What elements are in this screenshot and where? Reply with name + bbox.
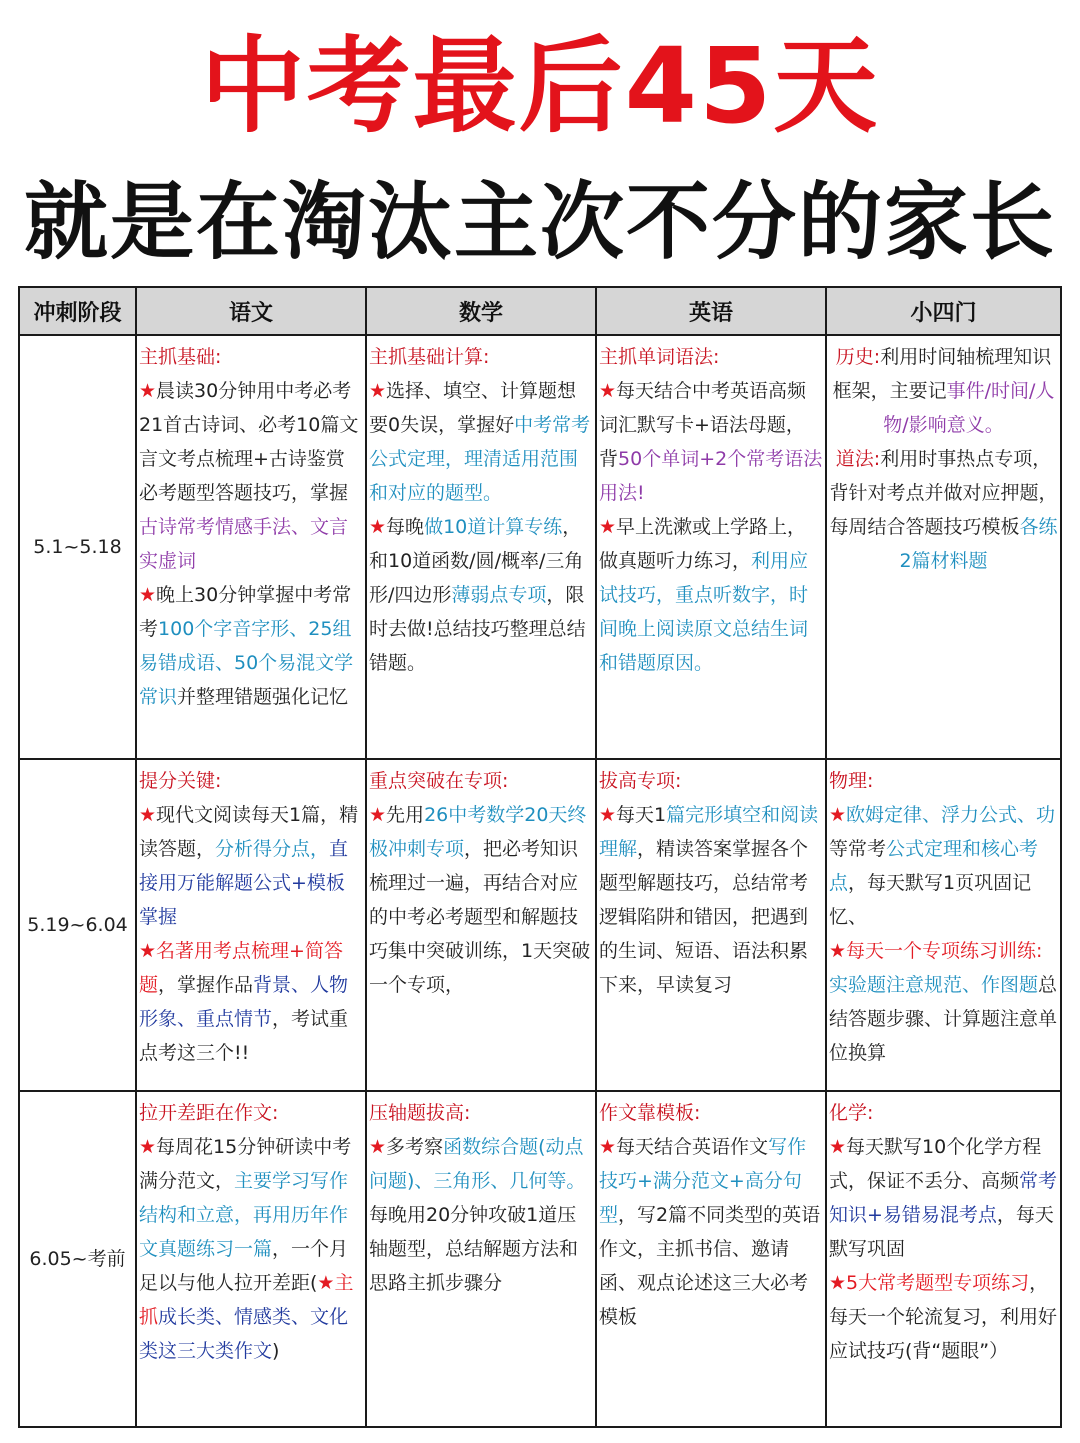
cell-text: 每天1 [616, 804, 667, 826]
minor-subjects-cell [826, 759, 1061, 1091]
cell-text: 成长类、情感类、文化类这三大类作文 [139, 1306, 349, 1362]
star-marker: ★ [369, 380, 387, 402]
cell-text: 古诗常考情感手法、文言实虚词 [139, 516, 349, 572]
cell-text: 篇完形填空和阅读理解 [599, 804, 819, 860]
star-marker: ★ [369, 516, 387, 538]
cell-text: 总结答题步骤、计算题注意单位换算 [829, 974, 1058, 1064]
table-row [19, 1091, 1061, 1427]
cell-text: 50个单词+2个常考语法用法! [599, 448, 823, 504]
cell-text: ，考试重点考这三个!! [139, 1008, 349, 1064]
cell-text: ，每天默写巩固 [829, 1204, 1054, 1260]
title-area [0, 0, 1080, 286]
header-stage: 冲刺阶段 [19, 287, 136, 335]
cell-text: 现代文阅读每天1篇，精读答题， [139, 804, 359, 860]
cell-text: ，一个月足以与他人拉开差距( [139, 1238, 349, 1294]
cell-text: 欧姆定律、浮力公式、功 [846, 804, 1056, 826]
section-heading: 压轴题拔高: [369, 1102, 471, 1124]
chinese-cell [136, 1091, 366, 1427]
star-marker: ★ [599, 1136, 617, 1158]
cell-text: 各练2篇材料题 [899, 516, 1058, 572]
cell-text: ，和10道函数/圆/概率/三角形/四边形 [369, 516, 584, 606]
star-marker: ★ [139, 584, 157, 606]
cell-text: 先用 [386, 804, 425, 826]
section-heading: 重点突破在专项: [369, 770, 509, 792]
cell-text: 晨读30分钟用中考必考21首古诗词、必考10篇文言文考点梳理+古诗鉴赏必考题型答题技巧，掌握 [139, 380, 359, 504]
page-title: 中考最后45天 [200, 25, 880, 147]
cell-text: 做10道计算专练 [424, 516, 563, 538]
star-marker: ★ [829, 1136, 847, 1158]
cell-text: 100个字音字形、25组易错成语、50个易混文学常识 [139, 618, 354, 708]
cell-text: 函数综合题(动点问题)、三角形、几何等。 [369, 1136, 586, 1192]
cell-text: 利用应试技巧，重点听数字，时间晚上阅读原文总结生词和错题原因。 [599, 550, 809, 674]
section-heading: 道法: [835, 448, 881, 470]
page-subtitle: 就是在淘汰主次不分的家长 [23, 172, 1056, 271]
cell-text: 多考察 [386, 1136, 444, 1158]
cell-text: 并整理错题强化记忆 [177, 686, 349, 708]
star-marker: ★ [369, 804, 387, 826]
cell-text: 中考常考公式定理，理清适用范围和对应的题型。 [369, 414, 591, 504]
section-heading: 主抓单词语法: [599, 346, 720, 368]
math-cell [366, 335, 596, 759]
header-minor-subjects: 小四门 [826, 287, 1061, 335]
stage-cell: 5.19~6.04 [19, 759, 136, 1091]
cell-text: ，每天一个轮流复习，利用好应试技巧(背“题眼”） [829, 1272, 1058, 1362]
math-cell [366, 1091, 596, 1427]
section-heading: 主抓基础计算: [369, 346, 490, 368]
star-marker: ★ [369, 1136, 387, 1158]
cell-text: 利用时事热点专项，背针对考点并做对应押题，每周结合答题技巧模板 [829, 448, 1058, 538]
star-marker: ★ [599, 804, 617, 826]
stage-cell: 6.05~考前 [19, 1091, 136, 1427]
math-cell [366, 759, 596, 1091]
cell-text: 早上洗漱或上学路上，做真题听力练习， [599, 516, 807, 572]
minor-subjects-cell [826, 335, 1061, 759]
star-marker: ★ [139, 804, 157, 826]
cell-text: 实验题注意规范、作图题 [829, 974, 1039, 996]
schedule-table [18, 286, 1062, 1428]
cell-text: 每天结合中考英语高频词汇默写卡+语法母题，背 [599, 380, 807, 470]
english-cell [596, 1091, 826, 1427]
star-marker: ★ [139, 380, 157, 402]
cell-text: 主要学习写作结构和立意，再用历年作文真题练习一篇 [139, 1170, 349, 1260]
cell-text: 分析得分点， [215, 838, 330, 860]
cell-text: ，每天默写1页巩固记忆、 [829, 872, 1032, 928]
cell-text: 事件/时间/人物/影响意义。 [883, 380, 1055, 436]
star-marker: ★主抓 [139, 1272, 354, 1328]
chinese-cell [136, 759, 366, 1091]
star-marker: ★ [599, 380, 617, 402]
star-marker: ★ [599, 516, 617, 538]
star-marker: ★名著用考点梳理+简答题 [139, 940, 343, 996]
star-marker: ★ [829, 804, 847, 826]
cell-text: ，把必考知识梳理过一遍，再结合对应的中考必考题型和解题技巧集中突破训练，1天突破一个专项， [369, 838, 591, 996]
cell-text: 选择、填空、计算题想要0失误，掌握好 [369, 380, 577, 436]
section-heading: 作文靠模板: [599, 1102, 701, 1124]
cell-text: ，精读答案掌握各个题型解题技巧，总结常考逻辑陷阱和错因，把遇到的生词、短语、语法积累下来，早读复习 [599, 838, 809, 996]
cell-text: 每天结合英语作文 [616, 1136, 769, 1158]
header-row [19, 287, 1061, 335]
english-cell [596, 759, 826, 1091]
minor-subjects-cell [826, 1091, 1061, 1427]
cell-text: ，掌握作品 [158, 974, 254, 996]
english-cell [596, 335, 826, 759]
cell-text: 等常考 [829, 838, 887, 860]
section-heading: 物理: [829, 770, 874, 792]
section-heading: 化学: [829, 1102, 874, 1124]
cell-text: 直接用万能解题公式+模板掌握 [139, 838, 349, 928]
section-heading: 拔高专项: [599, 770, 682, 792]
cell-text: 背景、人物形象、重点情节 [139, 974, 349, 1030]
cell-text: 常考知识+易错易混考点 [829, 1170, 1058, 1226]
star-marker: ★每天一个专项练习训练: [829, 940, 1043, 962]
cell-text: 薄弱点专项 [451, 584, 547, 606]
cell-text: 利用时间轴梳理知识框架，主要记 [832, 346, 1052, 402]
section-heading: 历史: [835, 346, 881, 368]
cell-text: 公式定理和核心考点 [829, 838, 1039, 894]
header-chinese: 语文 [136, 287, 366, 335]
table-row [19, 335, 1061, 759]
cell-text: ，限时去做!总结技巧整理总结错题。 [369, 584, 586, 674]
header-english: 英语 [596, 287, 826, 335]
cell-text: 每晚用20分钟攻破1道压轴题型，总结解题方法和思路主抓步骤分 [369, 1204, 579, 1294]
section-heading: 主抓基础: [139, 346, 222, 368]
chinese-cell [136, 335, 366, 759]
cell-text: 晚上30分钟掌握中考常考 [139, 584, 352, 640]
star-marker: ★5大常考题型专项练习 [829, 1272, 1030, 1294]
section-heading: 拉开差距在作文: [139, 1102, 279, 1124]
star-marker: ★ [139, 1136, 157, 1158]
cell-text: 26中考数学20天终极冲刺专项 [369, 804, 587, 860]
cell-text: 每晚 [386, 516, 425, 538]
section-heading: 提分关键: [139, 770, 222, 792]
cell-text: 写作技巧+满分范文+高分句型 [599, 1136, 807, 1226]
header-math: 数学 [366, 287, 596, 335]
cell-text: 每周花15分钟研读中考满分范文， [139, 1136, 352, 1192]
cell-text: ) [272, 1340, 280, 1362]
cell-text: 每天默写10个化学方程式，保证不丢分、高频 [829, 1136, 1042, 1192]
cell-text: ，写2篇不同类型的英语作文，主抓书信、邀请函、观点论述这三大必考模板 [599, 1204, 821, 1328]
stage-cell: 5.1~5.18 [19, 335, 136, 759]
table-row [19, 759, 1061, 1091]
